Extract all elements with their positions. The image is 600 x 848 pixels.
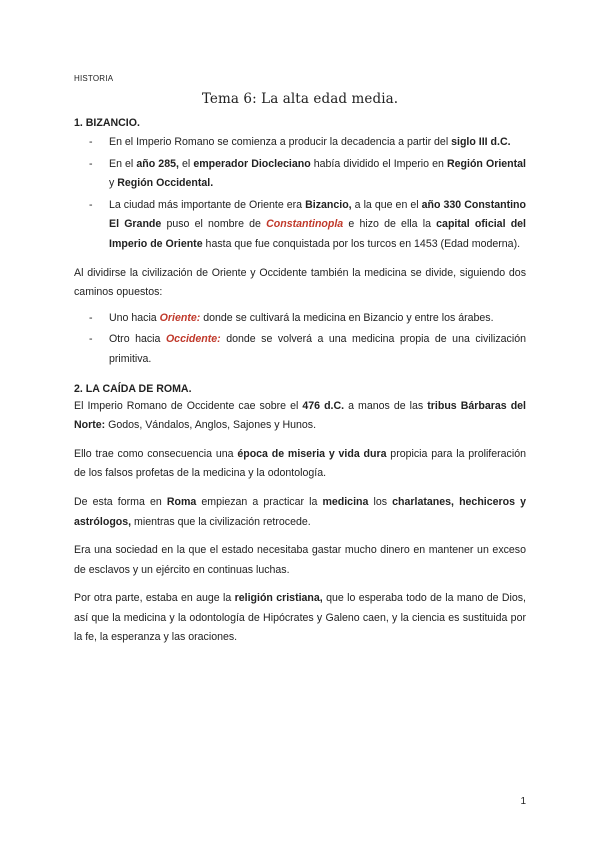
document-body xyxy=(74,116,526,648)
ways-list xyxy=(74,309,526,370)
paragraph: De esta forma en Roma empiezan a practicar la medicina los charlatanes, hechiceros y astrólogos, mientras que la civilización retrocede. xyxy=(74,495,526,528)
list-item: - Otro hacia Occidente: donde se volverá a una medicina propia de una civilización primitiva. xyxy=(89,333,526,365)
page-number: 1 xyxy=(520,796,526,807)
paragraph: Ello trae como consecuencia una época de miseria y vida dura propicia para la proliferación de los falsos profetas de la medicina y la odontología. xyxy=(74,447,526,480)
list-item: - En el año 285, el emperador Diocleciano había dividido el Imperio en Región Oriental y Región Occidental. xyxy=(89,157,527,190)
paragraph: Era una sociedad en la que el estado necesitaba gastar mucho dinero en mantener un exceso de esclavos y un ejército en continuas luchas. xyxy=(74,544,526,576)
bizancio-list xyxy=(74,133,526,255)
paragraph: El Imperio Romano de Occidente cae sobre el 476 d.C. a manos de las tribus Bárbaras del Norte: Godos, Vándalos, Anglos, Sajones y Hunos. xyxy=(74,399,526,432)
paragraph: Al dividirse la civilización de Oriente y Occidente también la medicina se divide, siguiendo dos caminos opuestos: xyxy=(74,266,526,299)
list-item: - En el Imperio Romano se comienza a producir la decadencia a partir del siglo III d.C. xyxy=(89,136,511,148)
list-item: - Uno hacia Oriente: donde se cultivará la medicina en Bizancio y entre los árabes. xyxy=(89,311,494,324)
section-heading-bizancio: 1. BIZANCIO. xyxy=(74,117,140,129)
list-item: - La ciudad más importante de Oriente era Bizancio, a la que en el año 330 Constantino El Grande puso el nombre de Constantinopla e hizo de ella la capital oficial del Imperio de Oriente hasta que fue conquistada por los turcos en 1453 (Edad moderna). xyxy=(89,198,526,250)
paragraph: Por otra parte, estaba en auge la religión cristiana, que lo esperaba todo de la mano de Dios, así que la medicina y la odontología de Hipócrates y Galeno caen, y la ciencia es sustituida por la fe, la esperanza y las oraciones. xyxy=(74,592,526,644)
section-heading-caida-roma: 2. LA CAÍDA DE ROMA. xyxy=(74,382,192,395)
page-title: Tema 6: La alta edad media. xyxy=(201,91,399,107)
page-header: HISTORIA xyxy=(74,74,114,83)
